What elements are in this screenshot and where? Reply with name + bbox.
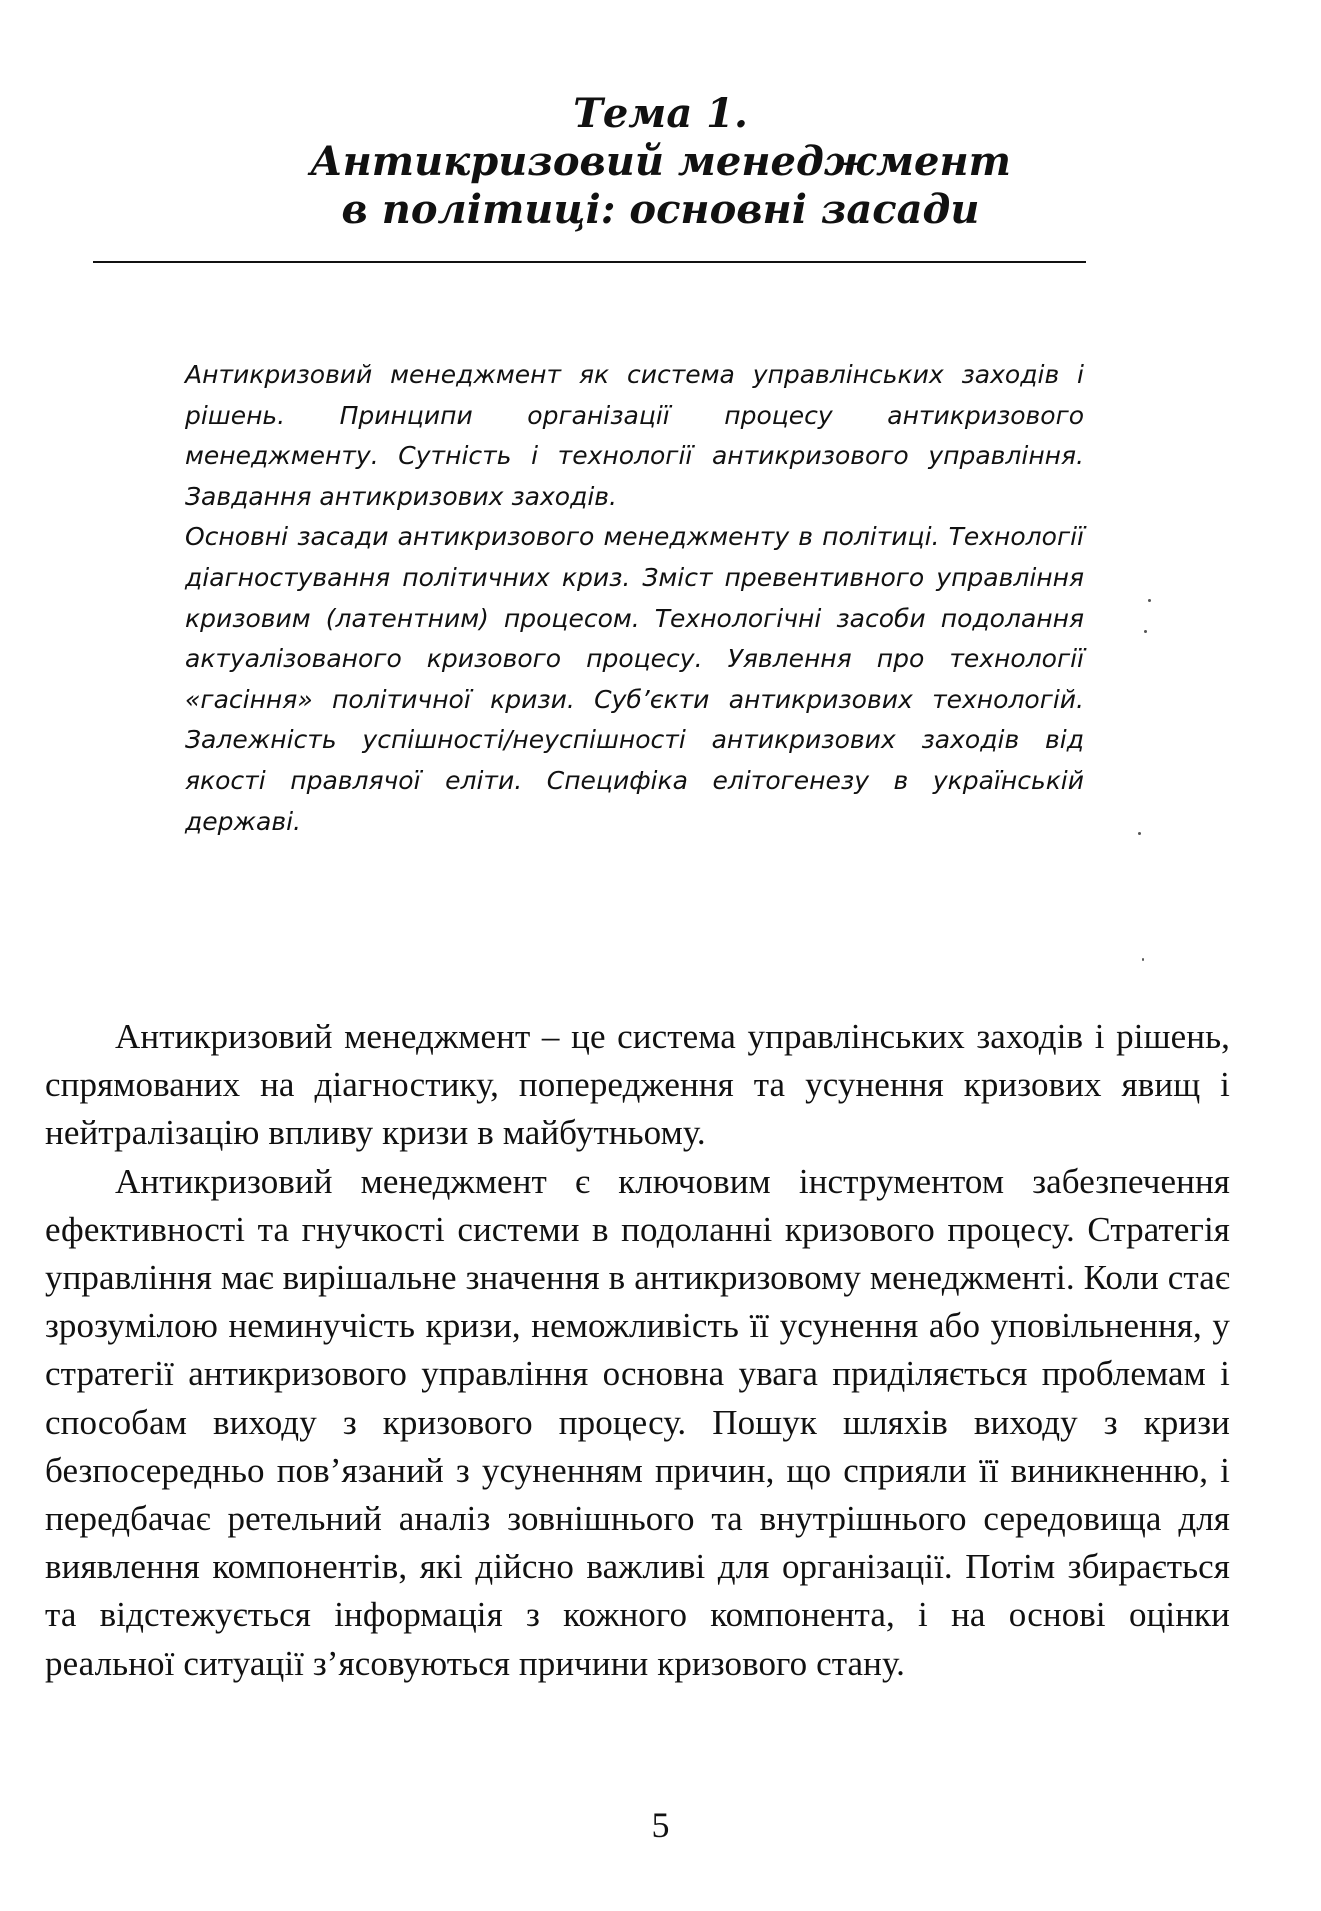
heading-divider: [93, 261, 1086, 263]
chapter-heading: [0, 90, 1321, 234]
abstract-paragraph: Основні засади антикризового менеджменту в політиці. Технології діагностування політичних криз. Зміст превентивного управління кризовим (латентним) процесом. Технологічні засоби подолання актуалізованого кризового процесу. Уявлення про технології «гасіння» політичної кризи. Суб’єкти антикризових технологій. Залежність успішності/неуспішності антикризових заходів від якості правлячої еліти. Специфіка елітогенезу в українській державі.: [185, 522, 1084, 836]
page-number: 5: [651, 1805, 670, 1845]
chapter-abstract: [185, 355, 1084, 842]
heading-line-subtitle: в політиці: основні засади: [341, 186, 980, 233]
heading-line-topic: Тема 1.: [573, 90, 748, 137]
scan-speck: [1148, 599, 1151, 602]
body-paragraph: Антикризовий менеджмент є ключовим інструментом забезпечення ефективності та гнучкості системи в подоланні кризового процесу. Стратегія управління має вирішальне значення в антикризовому менеджменті. Коли стає зрозумілою неминучість кризи, неможливість її усунення або уповільнення, у стратегії антикризового управління основна увага приділяється проблемам і способам виходу з кризового процесу. Пошук шляхів виходу з кризи безпосередньо пов’язаний з усуненням причин, що сприяли її виникненню, і передбачає ретельний аналіз зовнішнього та внутрішнього середовища для виявлення компонентів, які дійсно важливі для організації. Потім збирається та відстежується інформація з кожного компонента, і на основі оцінки реальної ситуації з’ясовуються причини кризового стану.: [45, 1161, 1230, 1683]
scan-speck: [1138, 832, 1141, 835]
body-text: [45, 1013, 1230, 1688]
scan-speck: [1144, 630, 1147, 633]
abstract-paragraph: Антикризовий менеджмент як система управлінських заходів і рішень. Принципи організації процесу антикризового менеджменту. Сутність і технології антикризового управління. Завдання антикризових заходів.: [185, 360, 1084, 511]
scan-speck: [1142, 958, 1144, 961]
heading-line-title: Антикризовий менеджмент: [310, 138, 1011, 185]
body-paragraph: Антикризовий менеджмент – це система управлінських заходів і рішень, спрямованих на діагностику, попередження та усунення кризових явищ і нейтралізацію впливу кризи в майбутньому.: [45, 1017, 1230, 1153]
